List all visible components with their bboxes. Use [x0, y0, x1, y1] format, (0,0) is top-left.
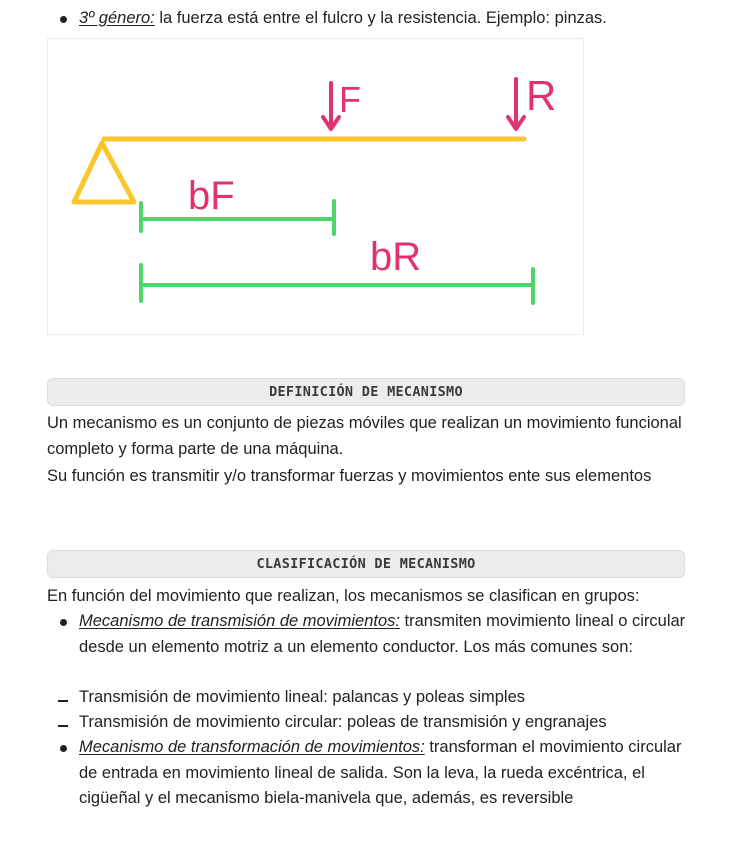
resistance-arrow — [508, 79, 524, 129]
label-resistance: R — [526, 72, 557, 119]
term-transformation: Mecanismo de transformación de movimientos: — [79, 738, 425, 756]
lever-diagram — [47, 38, 584, 335]
text-third-gender: la fuerza está entre el fulcro y la resistencia. Ejemplo: pinzas. — [154, 9, 607, 27]
section-header-definition: DEFINICIÓN DE MECANISMO — [47, 378, 685, 406]
definition-paragraph-1: Un mecanismo es un conjunto de piezas móviles que realizan un movimiento funcional completo y forma parte de una máquina. — [47, 414, 682, 458]
bullet-dot — [58, 735, 78, 761]
bullet-body — [79, 6, 698, 32]
fulcrum-triangle — [74, 143, 134, 202]
term-transmission: Mecanismo de transmisión de movimientos: — [79, 612, 400, 630]
label-resistance-arm: bR — [370, 235, 422, 279]
sub-item-circular-text: Transmisión de movimiento circular: poleas de transmisión y engranajes — [79, 713, 607, 731]
section-header-classification: CLASIFICACIÓN DE MECANISMO — [47, 550, 685, 578]
text-transformation: transforman el movimiento circular de entrada en movimiento lineal de salida. Son la leva, la rueda excéntrica, el cigüeñal y el mecanismo biela-manivela que, además, es reversible — [79, 738, 682, 807]
text-transmission: transmiten movimiento lineal o circular desde un elemento motriz a un elemento conductor. Los más comunes son: — [79, 612, 686, 656]
resistance-arm — [141, 265, 533, 303]
sub-item-linear-text: Transmisión de movimiento lineal: palancas y poleas simples — [79, 688, 526, 706]
bullet-dash — [58, 685, 78, 711]
label-force: F — [339, 79, 361, 120]
bullet-body — [79, 735, 698, 812]
term-third-gender: 3º género: — [79, 9, 155, 27]
force-arm — [141, 201, 334, 234]
lever-diagram-svg — [48, 39, 585, 336]
bullet-dash — [58, 710, 78, 736]
label-force-arm: bF — [188, 174, 235, 218]
definition-paragraph-2: Su función es transmitir y/o transformar fuerzas y movimientos ente sus elementos — [47, 467, 652, 485]
classification-intro: En función del movimiento que realizan, los mecanismos se clasifican en grupos: — [47, 587, 640, 605]
bullet-dot — [58, 6, 78, 32]
force-arrow — [323, 83, 339, 129]
bullet-dot — [58, 609, 78, 635]
bullet-body — [79, 609, 698, 660]
